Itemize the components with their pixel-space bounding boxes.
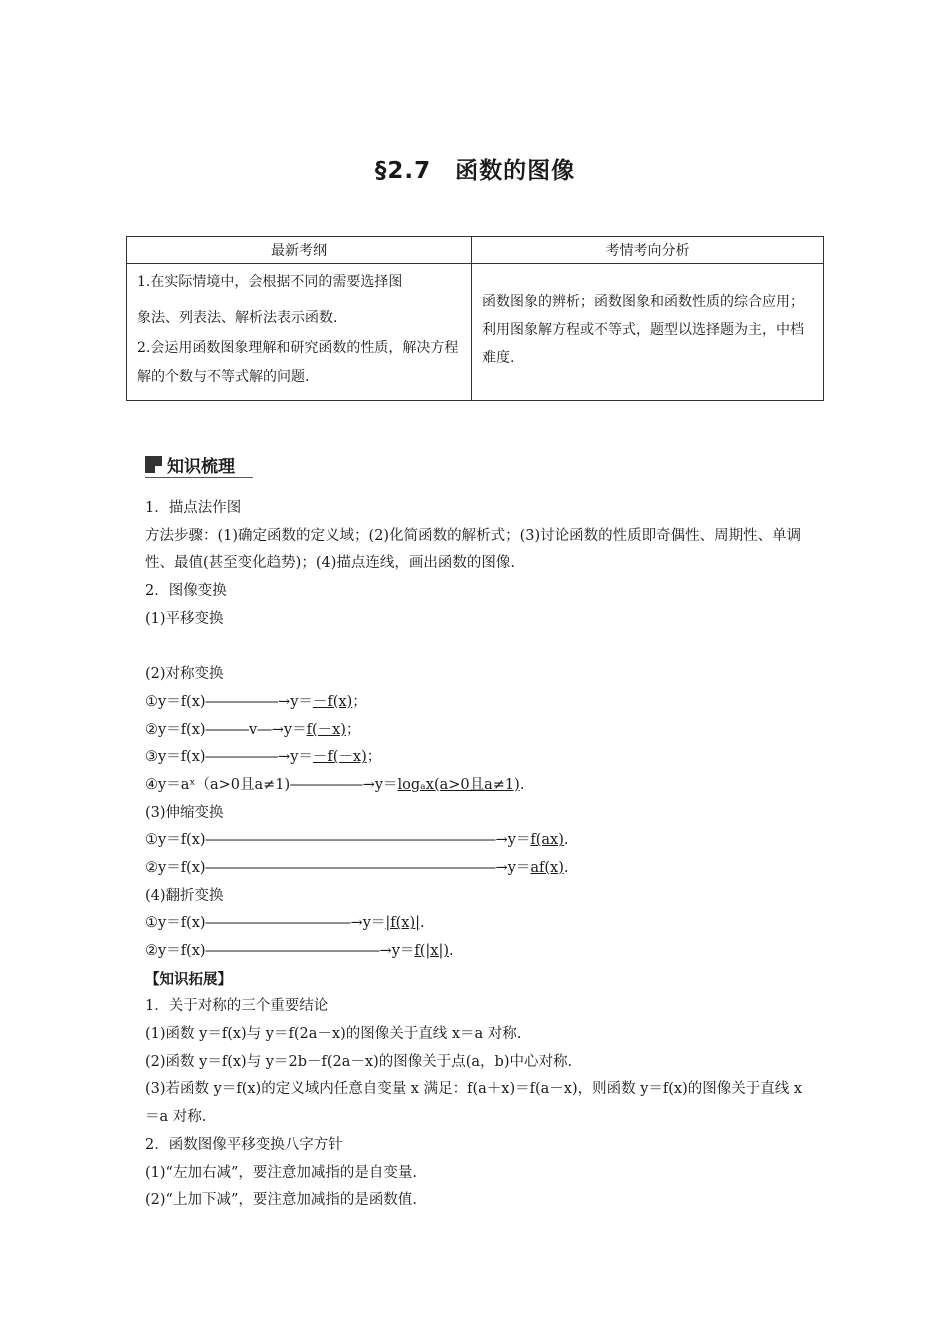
- formula-answer: logₐx(a>0且a≠1): [397, 776, 520, 793]
- formula-answer: f(ax): [530, 832, 564, 849]
- stretch-heading: (3)伸缩变换: [145, 804, 224, 821]
- formula-answer: |f(x)|: [385, 915, 421, 932]
- formula-tail: ；: [352, 693, 367, 710]
- heading-2: 2．图像变换: [145, 583, 227, 600]
- formula-tail: .: [449, 943, 454, 960]
- col1-cell: [127, 264, 472, 401]
- extension-h1: 1．关于对称的三个重要结论: [145, 998, 329, 1015]
- formula-line: [145, 855, 815, 883]
- formula-line: [145, 689, 815, 717]
- col2-header: 考情考向分析: [472, 237, 824, 264]
- formula-tail: .: [420, 915, 425, 932]
- formula-tail: .: [563, 832, 569, 849]
- formula-answer: f(－x): [306, 721, 346, 738]
- col1-line: 2.会运用函数图象理解和研究函数的性质，解决方程解的个数与不等式解的问题.: [137, 340, 459, 385]
- section-heading: [145, 452, 235, 477]
- formula-line: [145, 910, 815, 938]
- section-underline: [145, 477, 253, 478]
- translate-heading: (1)平移变换: [145, 610, 224, 627]
- formula-line: [145, 717, 815, 745]
- method-paragraph: 方法步骤：(1)确定函数的定义域；(2)化简函数的解析式；(3)讨论函数的性质即奇偶性、周期性、单调性、最值(甚至变化趋势)；(4)描点连线，画出函数的图像.: [145, 527, 802, 572]
- formula-line: [145, 772, 815, 800]
- formula-line: [145, 938, 815, 966]
- formula-answer: af(x): [530, 859, 564, 876]
- formula-answer: －f(x): [312, 693, 353, 710]
- col1-line: 象法、列表法、解析法表示函数.: [137, 310, 338, 326]
- page-title: §2.7 函数的图像: [374, 158, 576, 184]
- formula-text: ②y＝f(x)――――――――――――――――――――→y＝: [145, 859, 531, 876]
- formula-text: ②y＝f(x)――――――――――――→y＝: [145, 943, 415, 960]
- outline-table: [126, 236, 824, 401]
- conclusion-2: (2)函数 y＝f(x)与 y＝2b－f(2a－x)的图像关于点(a，b)中心对称.: [145, 1053, 573, 1070]
- formula-tail: .: [519, 776, 525, 793]
- formula-text: ①y＝f(x)――――――――――――――――――――→y＝: [145, 832, 531, 849]
- content-body: [145, 495, 815, 1215]
- formula-line: [145, 744, 815, 772]
- conclusion-3: (3)若函数 y＝f(x)的定义域内任意自变量 x 满足：f(a＋x)＝f(a－x)，则函数 y＝f(x)的图像关于直线 x＝a 对称.: [145, 1081, 803, 1126]
- col1-header: 最新考纲: [127, 237, 472, 264]
- formula-tail: .: [563, 859, 569, 876]
- principle-1: (1)“左加右减”，要注意加减指的是自变量.: [145, 1164, 417, 1181]
- flip-heading: (4)翻折变换: [145, 887, 224, 904]
- formula-text: ④y＝aˣ（a>0且a≠1)―――――→y＝: [145, 776, 398, 793]
- formula-text: ②y＝f(x)―――v―→y＝: [145, 721, 307, 738]
- conclusion-1: (1)函数 y＝f(x)与 y＝f(2a－x)的图像关于直线 x＝a 对称.: [145, 1026, 522, 1043]
- col2-cell: 函数图象的辨析；函数图象和函数性质的综合应用；利用图象解方程或不等式，题型以选择题为主，中档难度.: [472, 264, 824, 401]
- extension-h2: 2．函数图像平移变换八字方针: [145, 1136, 343, 1153]
- formula-text: ③y＝f(x)―――――→y＝: [145, 749, 313, 766]
- col1-line: 1.在实际情境中，会根据不同的需要选择图: [137, 274, 403, 290]
- heading-1: 1．描点法作图: [145, 500, 242, 516]
- formula-text: ①y＝f(x)――――――――――→y＝: [145, 915, 386, 932]
- formula-line: [145, 827, 815, 855]
- section-title: 知识梳理: [167, 457, 235, 477]
- formula-answer: f(|x|): [414, 943, 450, 960]
- formula-tail: ；: [366, 749, 382, 766]
- principle-2: (2)“上加下减”，要注意加减指的是函数值.: [145, 1192, 417, 1209]
- square-icon: [145, 456, 162, 473]
- symmetry-heading: (2)对称变换: [145, 666, 224, 683]
- formula-text: ①y＝f(x)―――――→y＝: [145, 693, 313, 710]
- formula-tail: ；: [345, 721, 361, 738]
- extension-heading: 【知识拓展】: [145, 970, 232, 988]
- formula-answer: －f(－x): [312, 749, 367, 766]
- blank-space: [145, 633, 815, 661]
